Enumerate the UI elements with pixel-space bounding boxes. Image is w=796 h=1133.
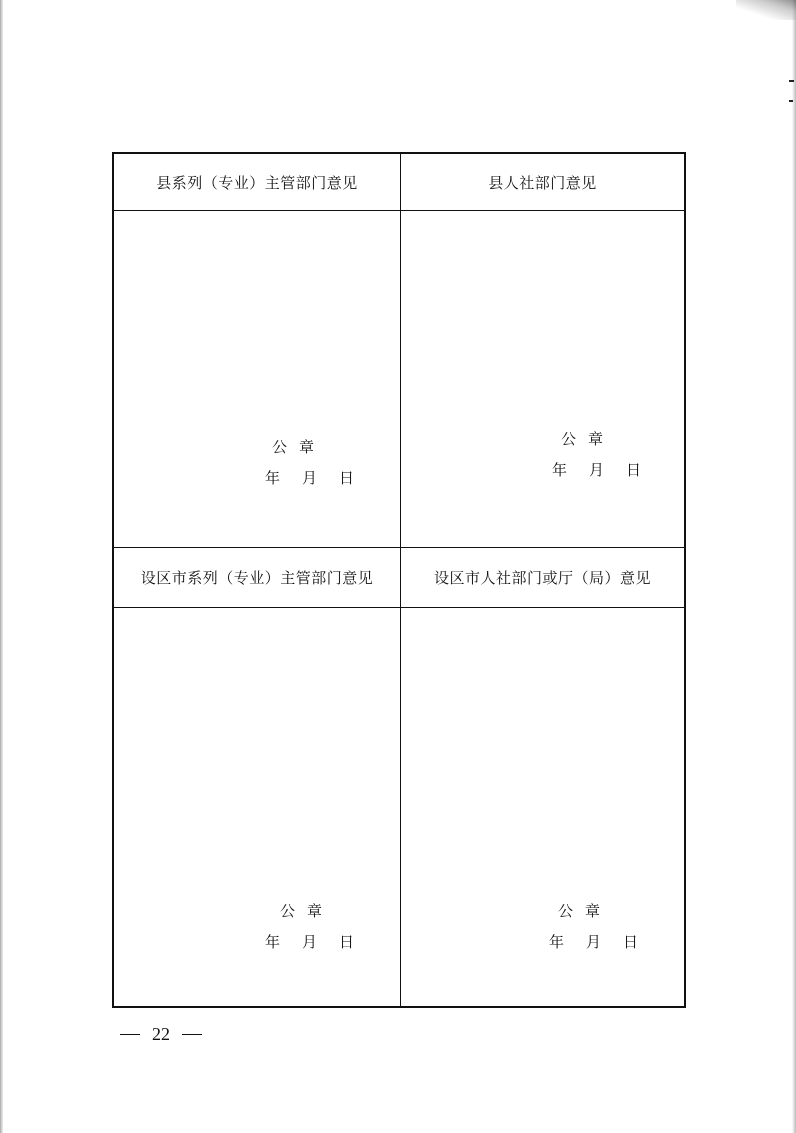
official-seal-label: 公章 [558, 902, 613, 920]
cell-heading-text: 设区市人社部门或厅（局）意见 [433, 569, 651, 587]
scan-corner-shadow [736, 0, 796, 20]
county-hr-opinion-heading [401, 154, 684, 211]
date-year-label: 年 [265, 469, 281, 487]
scan-speck [789, 100, 793, 102]
approval-form-table [112, 152, 686, 1008]
date-year-label: 年 [552, 461, 568, 479]
county-dept-opinion-body[interactable] [114, 211, 401, 548]
county-dept-opinion-heading [114, 154, 401, 211]
page-number-dash-left [120, 1034, 140, 1036]
date-day-label: 日 [626, 461, 642, 479]
city-dept-opinion-heading [114, 548, 401, 608]
official-seal-label: 公章 [280, 902, 335, 920]
scan-edge-right [792, 0, 796, 1133]
scan-speck [789, 80, 794, 82]
city-dept-opinion-body[interactable] [114, 608, 401, 1006]
signature-date [549, 931, 638, 952]
date-day-label: 日 [339, 469, 355, 487]
page-number-dash-right [182, 1034, 202, 1036]
date-month-label: 月 [302, 469, 318, 487]
scan-edge-left [0, 0, 3, 1133]
signature-date [265, 467, 354, 488]
cell-heading-text: 县人社部门意见 [488, 173, 597, 192]
signature-date [552, 459, 641, 480]
cell-heading-text: 设区市系列（专业）主管部门意见 [140, 569, 374, 587]
city-hr-opinion-body[interactable] [401, 608, 684, 1006]
official-seal-label: 公章 [272, 438, 327, 456]
page-number [120, 1024, 202, 1045]
date-year-label: 年 [265, 933, 281, 951]
date-month-label: 月 [302, 933, 318, 951]
signature-date [265, 931, 354, 952]
official-seal-label: 公章 [561, 430, 616, 448]
date-month-label: 月 [589, 461, 605, 479]
county-hr-opinion-body[interactable] [401, 211, 684, 548]
date-day-label: 日 [339, 933, 355, 951]
cell-heading-text: 县系列（专业）主管部门意见 [156, 173, 358, 192]
page-number-text: 22 [152, 1024, 170, 1044]
date-month-label: 月 [586, 933, 602, 951]
date-day-label: 日 [623, 933, 639, 951]
date-year-label: 年 [549, 933, 565, 951]
city-hr-opinion-heading [401, 548, 684, 608]
